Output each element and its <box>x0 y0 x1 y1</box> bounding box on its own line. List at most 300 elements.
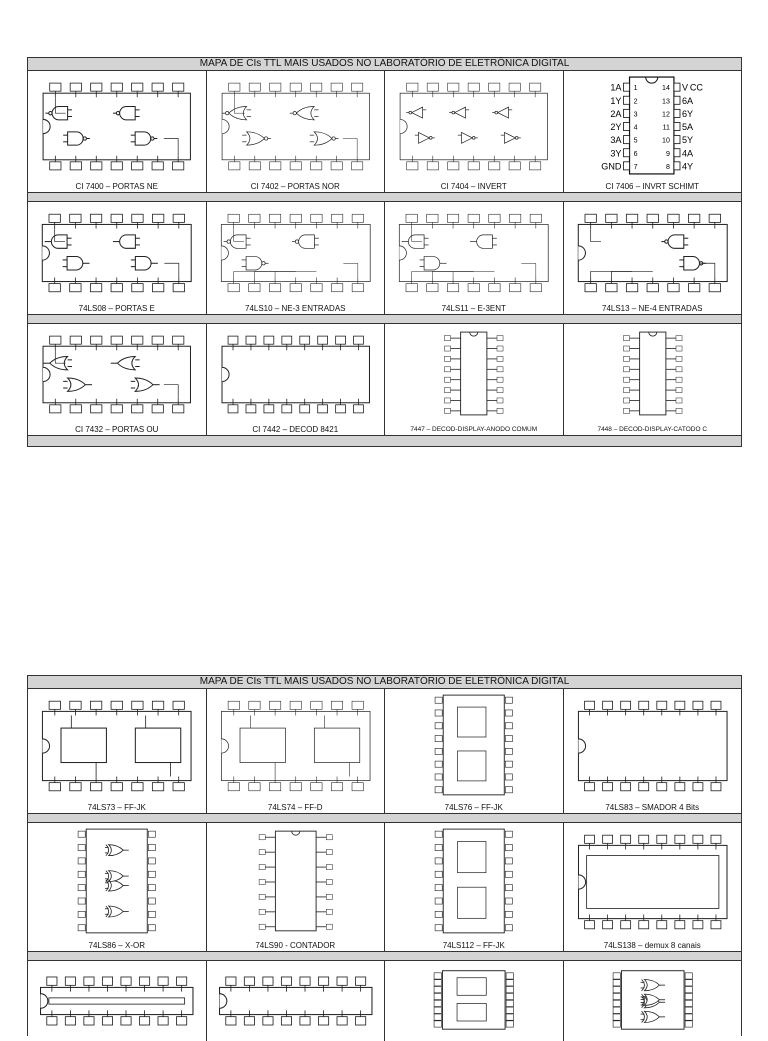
pin-box <box>281 405 291 413</box>
chip-cell-74ls13 <box>564 202 742 314</box>
pin-box <box>602 783 612 791</box>
pin-box <box>331 83 342 91</box>
pin-box <box>290 701 301 709</box>
pin-box <box>65 977 75 985</box>
vertical-gate-diagram <box>28 823 206 941</box>
pin-box <box>435 710 442 716</box>
pin-box <box>148 871 155 877</box>
sheet-title: MAPA DE CIs TTL MAIS USADOS NO LABORATÓRIO DE ELETRÔNICA DIGITAL <box>28 58 741 71</box>
pin-box <box>435 787 442 793</box>
pin-box <box>506 980 513 986</box>
pin-box <box>70 162 81 170</box>
vertical-pinout-diagram <box>564 324 742 425</box>
pin-number: 1 <box>633 85 637 93</box>
pin-box <box>497 367 503 372</box>
pin-box <box>326 879 332 884</box>
pin-box <box>49 701 60 709</box>
pin-box <box>444 377 450 382</box>
pin-box <box>228 783 239 791</box>
pin-box <box>505 871 512 877</box>
pin-label: 1A <box>609 82 621 93</box>
pin-box <box>70 336 81 344</box>
inversion-bubble <box>49 112 52 115</box>
row-separator <box>28 952 741 961</box>
pin-box <box>638 835 648 843</box>
pin-box <box>173 783 184 791</box>
pin-box <box>152 83 163 91</box>
gate-body <box>68 132 84 145</box>
gate-body <box>120 235 136 248</box>
pin-box <box>435 736 442 742</box>
gate-body <box>477 235 493 248</box>
pin-label: 4A <box>681 148 693 159</box>
pin-box <box>263 405 273 413</box>
pin-box <box>584 284 595 292</box>
vertical-pinout-diagram <box>207 823 385 941</box>
pin-box <box>626 214 637 222</box>
pin-box <box>352 284 363 292</box>
logic-gate <box>309 132 338 145</box>
pin-label: V CC <box>681 82 703 93</box>
chip-row <box>28 823 741 952</box>
vertical-pinout-diagram <box>385 324 563 425</box>
chip-cell-7432 <box>28 324 207 435</box>
pin-box <box>352 214 363 222</box>
pin-box <box>152 162 163 170</box>
pin-box <box>505 723 512 729</box>
inversion-bubble <box>515 137 518 140</box>
pin-box <box>435 885 442 891</box>
pin-label: 1Y <box>609 95 621 106</box>
pin-box <box>613 993 620 999</box>
logic-gate <box>242 132 271 145</box>
pin-box <box>468 284 479 292</box>
pin-box <box>656 921 666 929</box>
pin-box <box>620 783 630 791</box>
chip-body <box>43 93 190 160</box>
pin-box <box>613 973 620 979</box>
inversion-bubble <box>295 240 298 243</box>
pin-box <box>623 356 629 361</box>
schematic-line <box>590 229 600 242</box>
chip-caption: 74LS86 – X-OR <box>88 941 145 950</box>
logic-gate <box>415 132 435 143</box>
chip-caption: CI 7404 – INVERT <box>440 182 507 191</box>
chip-body <box>43 346 190 403</box>
chip-cell-7404 <box>385 71 564 192</box>
pin-box <box>444 388 450 393</box>
pin-box <box>434 987 441 993</box>
dip16-diagram <box>28 961 206 1041</box>
pin-label: 4Y <box>681 161 693 172</box>
pin-box <box>310 284 321 292</box>
flipflop-block <box>61 728 106 762</box>
pin-box <box>70 701 81 709</box>
pin-box <box>78 845 85 851</box>
pin-box <box>656 701 666 709</box>
pin-box <box>506 987 513 993</box>
chip-body <box>41 987 193 1014</box>
pin-box <box>50 336 61 344</box>
pin-box <box>434 1007 441 1013</box>
pin-box <box>505 885 512 891</box>
chip-body <box>399 224 548 281</box>
chip-cell-74ls83 <box>564 689 742 813</box>
pin-box <box>326 850 332 855</box>
chip-cell-partial <box>207 961 386 1041</box>
pin-box <box>299 405 309 413</box>
chip-body <box>443 829 504 933</box>
vertical-flipflop-diagram <box>385 961 563 1041</box>
pin-box <box>675 398 681 403</box>
pin-box <box>259 894 265 899</box>
pin-box <box>248 783 259 791</box>
chip-cell-74ls74 <box>207 689 386 813</box>
chip-caption: CI 7400 – PORTAS NE <box>75 182 158 191</box>
gate-body <box>504 132 515 143</box>
pin-box <box>505 761 512 767</box>
pin-box <box>259 865 265 870</box>
chip-cell-74ls76 <box>385 689 564 813</box>
pin-box <box>673 122 679 130</box>
pin-box <box>50 162 61 170</box>
pin-box <box>249 162 260 170</box>
pin-box <box>613 980 620 986</box>
pin-box <box>685 993 692 999</box>
pin-box <box>675 377 681 382</box>
logic-gate <box>470 235 497 248</box>
schematic-line <box>164 385 178 399</box>
pin-box <box>623 149 629 157</box>
chip-notch <box>222 119 229 133</box>
chip-notch <box>41 994 48 1009</box>
pin-box <box>269 162 280 170</box>
chip-cell-74ls138 <box>564 823 742 951</box>
chip-body <box>639 332 665 415</box>
pin-box <box>435 911 442 917</box>
pin-box <box>228 83 239 91</box>
chip-cell-74ls90 <box>207 823 386 951</box>
pin-box <box>317 336 327 344</box>
inversion-bubble <box>664 240 667 243</box>
pin-box <box>509 162 520 170</box>
pin-box <box>102 977 112 985</box>
pin-box <box>228 162 239 170</box>
pin-box <box>623 377 629 382</box>
chip-cell-7442 <box>207 324 386 435</box>
chip-caption: CI 7432 – PORTAS OU <box>75 425 159 434</box>
inversion-bubble <box>264 137 267 140</box>
dip14-gate-diagram <box>385 71 563 182</box>
pin-box <box>269 214 280 222</box>
inversion-bubble <box>293 112 296 115</box>
pin-box <box>584 783 594 791</box>
pin-box <box>447 284 458 292</box>
chip-notch <box>399 246 406 260</box>
chip-row <box>28 689 741 814</box>
chip-body <box>42 224 191 281</box>
pin-box <box>497 377 503 382</box>
pin-box <box>152 336 163 344</box>
flipflop-block <box>314 728 359 762</box>
pin-box <box>675 367 681 372</box>
pin-box <box>70 214 81 222</box>
pin-box <box>49 284 60 292</box>
gate-body <box>298 235 314 248</box>
pin-box <box>246 405 256 413</box>
pin-box <box>435 831 442 837</box>
chip-caption: 74LS73 – FF-JK <box>87 803 146 812</box>
pin-box <box>623 109 629 117</box>
pin-box <box>435 697 442 703</box>
dip14-gate-diagram <box>28 324 206 425</box>
logic-gate <box>131 132 158 145</box>
inversion-bubble <box>331 137 334 140</box>
pin-box <box>673 109 679 117</box>
pin-box <box>310 783 321 791</box>
pin-box <box>506 973 513 979</box>
inversion-bubble <box>409 111 412 114</box>
pin-box <box>269 701 280 709</box>
pin-box <box>90 701 101 709</box>
chip-notch <box>578 246 585 260</box>
pin-box <box>444 367 450 372</box>
pin-number: 4 <box>633 124 637 132</box>
pin-box <box>78 898 85 904</box>
pin-box <box>489 214 500 222</box>
chip-caption: 74LS11 – E-3ENT <box>441 304 506 313</box>
pin-box <box>246 336 256 344</box>
chip-body <box>275 831 316 931</box>
inversion-bubble <box>472 137 475 140</box>
decoder-block <box>49 998 185 1004</box>
pin-box <box>509 214 520 222</box>
pin-box <box>299 336 309 344</box>
pin-box <box>70 83 81 91</box>
pin-box <box>444 346 450 351</box>
chip-caption: 74LS138 – demux 8 canais <box>603 941 701 950</box>
chip-cell-74ls11 <box>385 202 564 314</box>
gate-body <box>246 132 264 145</box>
pin-box <box>351 83 362 91</box>
schematic-line <box>164 263 178 277</box>
chip-body <box>219 987 371 1014</box>
pin-box <box>667 214 678 222</box>
gate-body <box>67 257 83 270</box>
pin-box <box>331 162 342 170</box>
pin-box <box>623 367 629 372</box>
pin-box <box>435 871 442 877</box>
chip-cell-partial <box>28 961 207 1041</box>
pin-box <box>685 1000 692 1006</box>
chip-cell-74ls112 <box>385 823 564 951</box>
pin-box <box>331 284 342 292</box>
chip-caption: 7447 – DECOD-DISPLAY-ANODO COMUM <box>410 426 538 433</box>
pin-box <box>259 909 265 914</box>
pin-box <box>152 783 163 791</box>
chip-caption: 74LS74 – FF-D <box>267 803 323 812</box>
chip-notch <box>43 367 50 381</box>
pin-box <box>148 898 155 904</box>
gate-body <box>120 107 136 120</box>
pin-box <box>675 346 681 351</box>
pin-box <box>692 783 702 791</box>
ttl-map-sheet-2 <box>27 675 742 1036</box>
pin-box <box>435 774 442 780</box>
pin-box <box>505 748 512 754</box>
vertical-flipflop-diagram <box>385 689 563 803</box>
pin-box <box>352 701 363 709</box>
pin-box <box>148 831 155 837</box>
pin-box <box>444 336 450 341</box>
pin-box <box>673 83 679 91</box>
pin-box <box>248 701 259 709</box>
pin-box <box>506 1014 513 1020</box>
logic-gate <box>291 235 318 248</box>
pin-box <box>132 336 143 344</box>
pin-box <box>310 214 321 222</box>
pin-box <box>132 214 143 222</box>
pin-box <box>497 346 503 351</box>
pin-box <box>173 701 184 709</box>
chip-caption: CI 7442 – DECOD 8421 <box>252 425 339 434</box>
pin-box <box>353 336 363 344</box>
pin-box <box>78 871 85 877</box>
chip-body <box>400 93 547 160</box>
pin-box <box>497 408 503 413</box>
pin-box <box>132 701 143 709</box>
pin-box <box>435 845 442 851</box>
chip-cell-7447 <box>385 324 564 435</box>
chip-cell-74ls08 <box>28 202 207 314</box>
pin-box <box>50 405 61 413</box>
logic-gate <box>458 132 478 143</box>
pin-box <box>262 977 272 985</box>
schematic-line <box>164 138 178 155</box>
pin-box <box>132 284 143 292</box>
pin-box <box>152 701 163 709</box>
chip-notch <box>42 246 49 260</box>
chip-row <box>28 71 741 193</box>
pin-box <box>675 356 681 361</box>
schematic-line <box>342 138 356 155</box>
pin-number: 14 <box>661 85 670 93</box>
pin-label: 2Y <box>609 122 621 133</box>
pin-box <box>249 83 260 91</box>
pin-box <box>70 405 81 413</box>
pin-box <box>497 356 503 361</box>
pin-box <box>505 697 512 703</box>
pin-box <box>406 214 417 222</box>
gate-body <box>135 257 151 270</box>
pin-box <box>310 83 321 91</box>
pin-box <box>623 83 629 91</box>
dip14-gate-diagram <box>28 71 206 182</box>
pin-box <box>259 850 265 855</box>
pin-box <box>228 336 238 344</box>
row-separator <box>28 814 741 823</box>
chip-notch <box>219 994 226 1009</box>
pin-box <box>335 336 345 344</box>
gate-body <box>68 378 86 391</box>
pin-box <box>90 214 101 222</box>
pin-box <box>78 858 85 864</box>
logic-gate <box>449 107 469 118</box>
pin-box <box>623 336 629 341</box>
logic-gate <box>406 107 426 118</box>
pin-box <box>434 980 441 986</box>
pin-box <box>673 136 679 144</box>
pin-box <box>673 162 679 170</box>
chip-cell-7402 <box>207 71 386 192</box>
sheet-title: MAPA DE CIs TTL MAIS USADOS NO LABORATÓRIO DE ELETRÔNICA DIGITAL <box>28 676 741 689</box>
pin-box <box>489 83 500 91</box>
pin-box <box>310 701 321 709</box>
pin-box <box>505 845 512 851</box>
pin-box <box>427 162 438 170</box>
schematic-line <box>453 271 494 277</box>
pin-box <box>710 835 720 843</box>
gate-body <box>683 257 699 270</box>
pin-box <box>228 701 239 709</box>
pin-box <box>505 898 512 904</box>
pin-box <box>427 214 438 222</box>
pin-box <box>505 710 512 716</box>
pin-box <box>505 925 512 931</box>
gate-body <box>498 107 509 118</box>
pin-box <box>674 921 684 929</box>
pin-box <box>489 162 500 170</box>
pin-box <box>121 977 131 985</box>
pin-box <box>623 162 629 170</box>
pin-box <box>47 977 57 985</box>
pin-box <box>692 701 702 709</box>
chip-notch <box>221 739 228 753</box>
chip-cell-74ls86 <box>28 823 207 951</box>
gate-body <box>246 257 262 270</box>
logic-gate <box>63 257 90 270</box>
dip16-diagram <box>207 961 385 1041</box>
pin-box <box>692 835 702 843</box>
pin-box <box>281 977 291 985</box>
pin-box <box>711 783 721 791</box>
pin-box <box>468 83 479 91</box>
pin-number: 6 <box>633 150 637 158</box>
logic-gate <box>111 357 140 370</box>
inversion-bubble <box>495 111 498 114</box>
pin-box <box>132 162 143 170</box>
pin-box <box>647 214 658 222</box>
pin-box <box>326 909 332 914</box>
pin-box <box>434 993 441 999</box>
pin-box <box>50 83 61 91</box>
pin-box <box>407 83 418 91</box>
dip16-diagram <box>207 324 385 425</box>
vertical-flipflop-diagram <box>385 823 563 941</box>
inversion-bubble <box>429 137 432 140</box>
pin-box <box>290 783 301 791</box>
pin-box <box>70 783 81 791</box>
pin-box <box>688 284 699 292</box>
pin-box <box>584 835 594 843</box>
chip-body <box>461 332 487 415</box>
pin-box <box>620 701 630 709</box>
pin-box <box>444 408 450 413</box>
pin-box <box>623 122 629 130</box>
chip-notch <box>43 119 50 133</box>
chip-notch <box>578 739 585 753</box>
pin-box <box>132 83 143 91</box>
